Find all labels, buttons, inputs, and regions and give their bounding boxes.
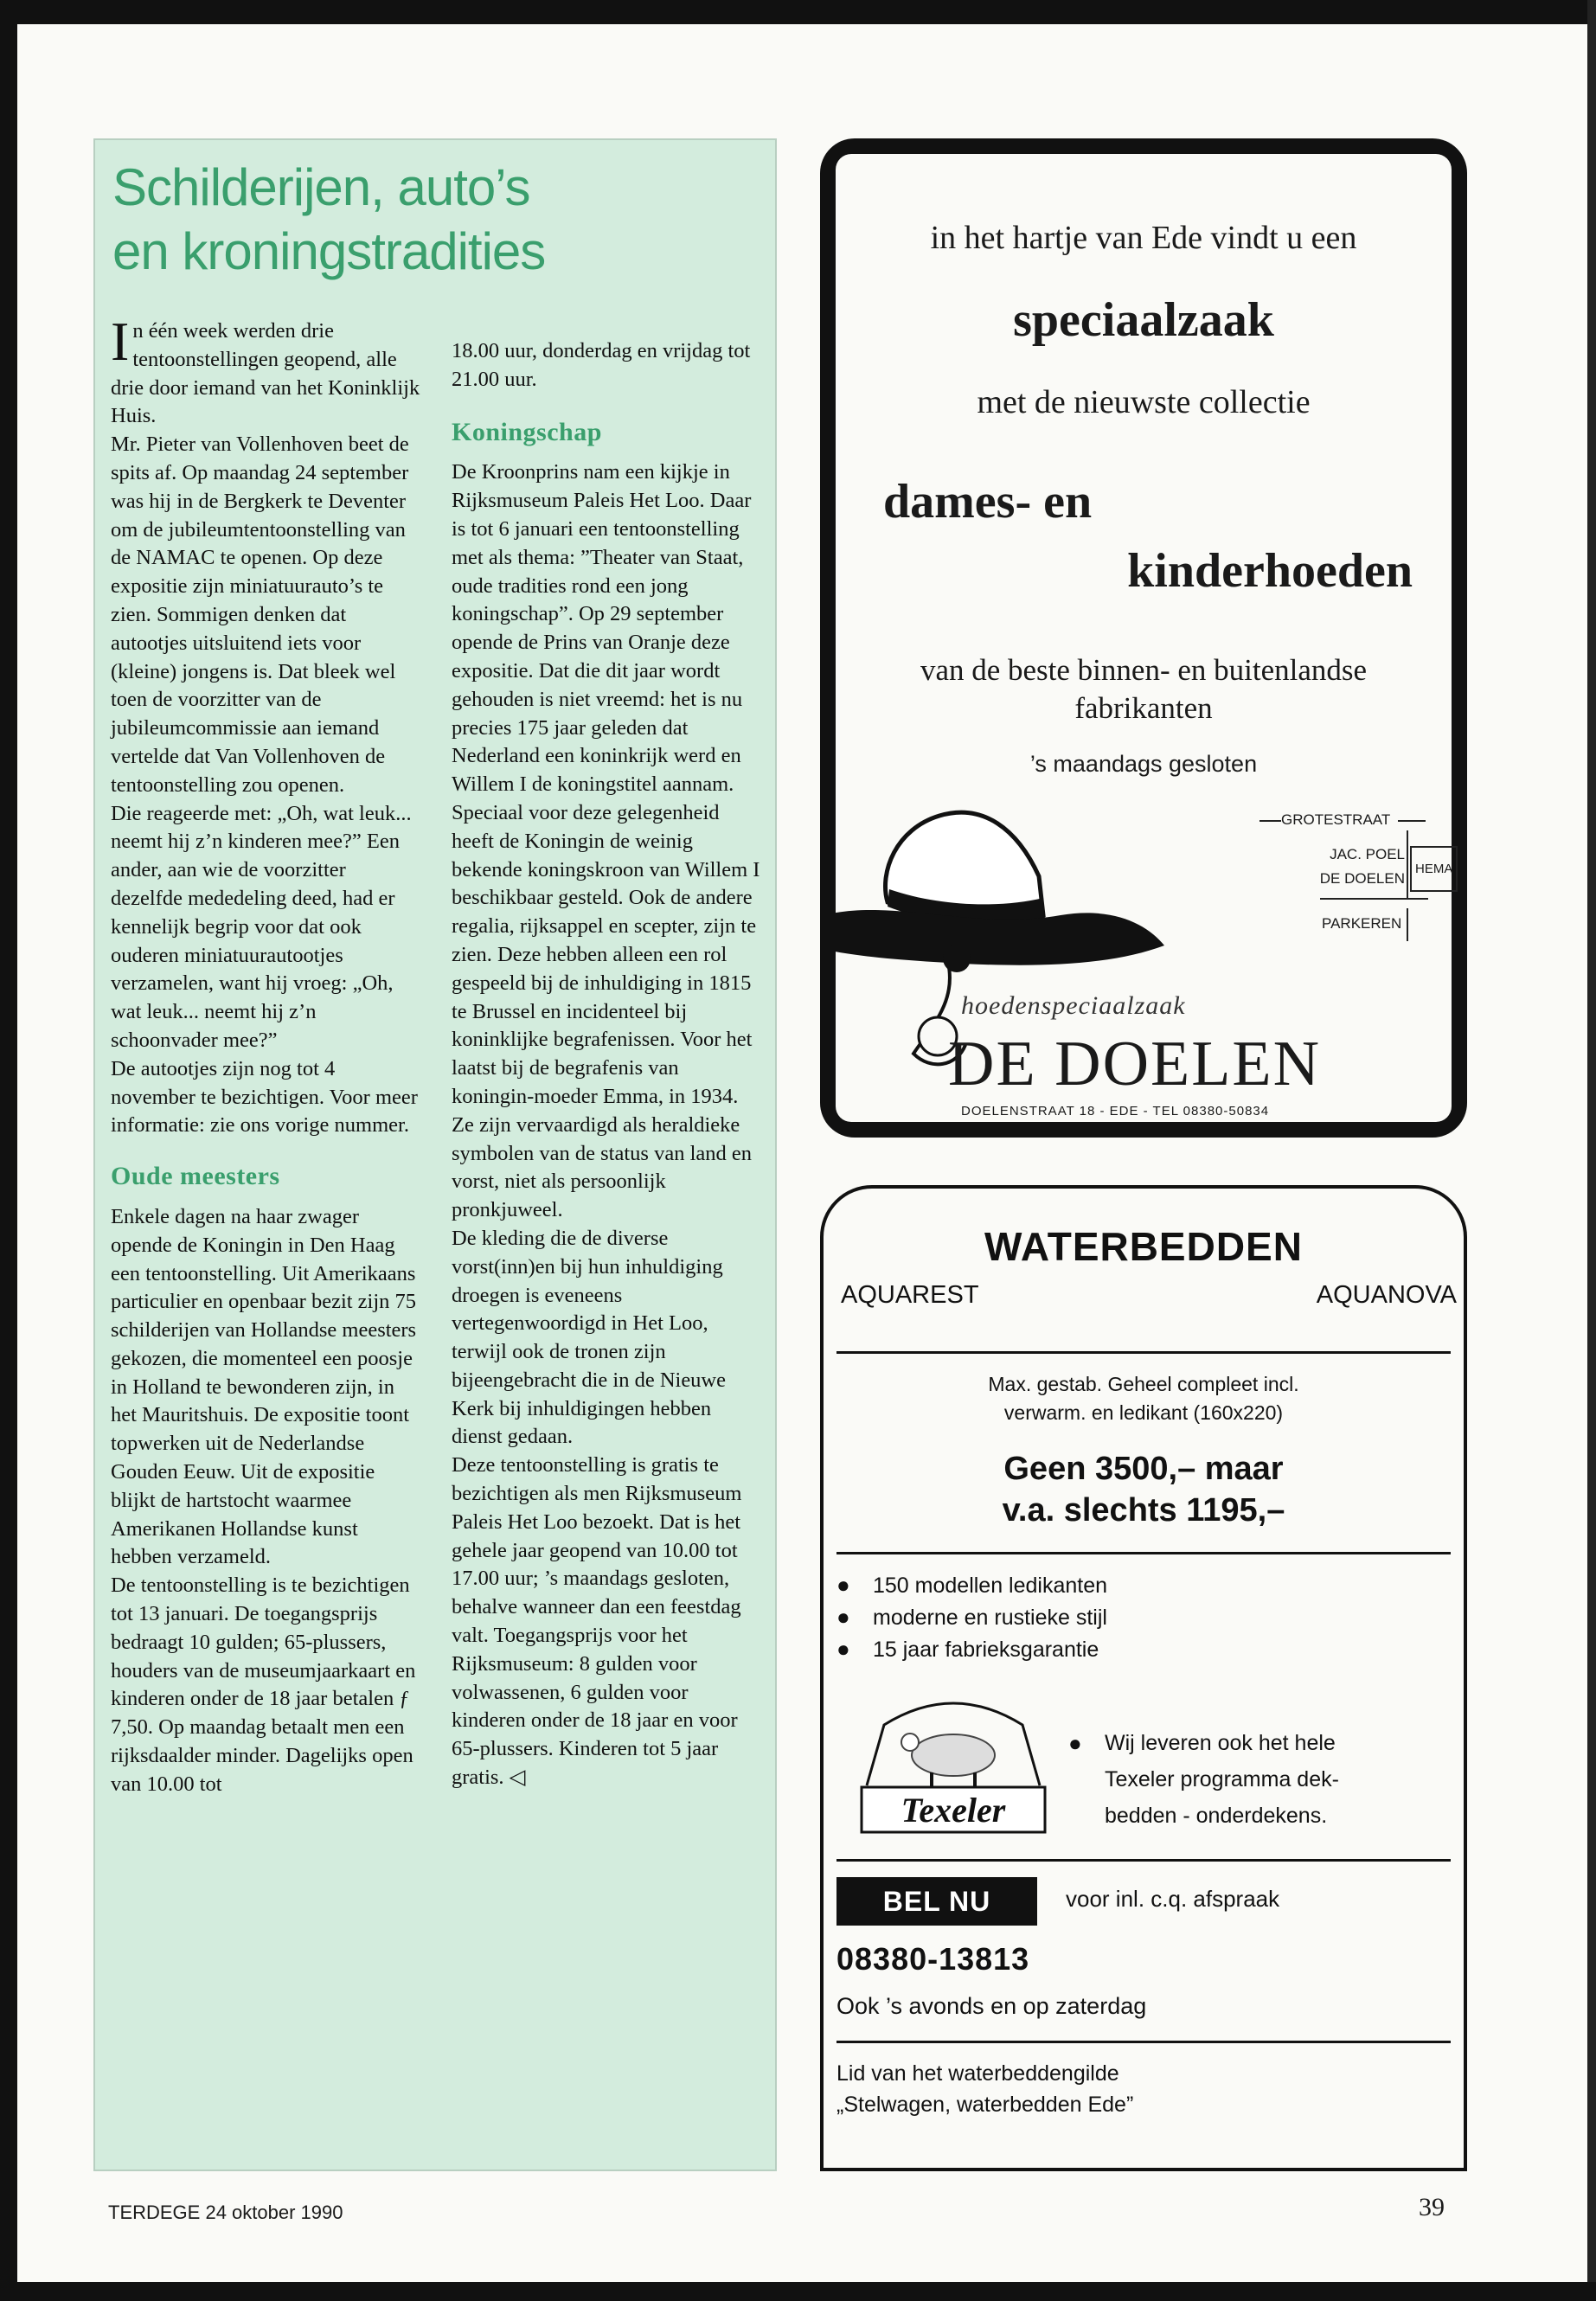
title-line-1: Schilderijen, auto’s (112, 158, 530, 216)
price-offer (824, 1448, 1464, 1531)
map-line (1398, 820, 1426, 822)
map-jac-poel: JAC. POEL (1330, 846, 1405, 862)
guild-membership (836, 2058, 1133, 2120)
brand-de-doelen: DE DOELEN (948, 1029, 1322, 1099)
appointment-note: voor inl. c.q. afspraak (1066, 1886, 1280, 1912)
location-map (1199, 811, 1453, 941)
texeler-logo (858, 1690, 1048, 1837)
list-item: ● moderne en rustieke stijl (836, 1601, 1107, 1633)
guild-line: „Stelwagen, waterbedden Ede” (836, 2093, 1134, 2117)
map-street-label: GROTESTRAAT (1281, 811, 1391, 828)
list-item: ● 150 modellen ledikanten (836, 1569, 1107, 1601)
paragraph: Enkele dagen na haar zwager opende de Koningin in Den Haag een tentoonstelling. Uit Amerikaans particulier en openbaar bezit zijn 75 schilderijen van Hollandse meesters gekozen, die momenteel een poosje in Holland te bewonderen zijn, in het Mauritshuis. De expositie toont topwerken uit de Nederlandse Gouden Eeuw. Uit de expositie blijkt de hartstocht waarmee Amerikanen Hollandse kunst hebben verzameld. (111, 1204, 417, 1569)
texeler-logo-text: Texeler (901, 1791, 1006, 1830)
product-spec (824, 1370, 1464, 1427)
subhead-oude-meesters: Oude meesters (111, 1162, 280, 1191)
page-border-left (0, 0, 17, 2301)
shop-type-script: hoedenspeciaalzaak (961, 991, 1186, 1020)
ad-line: van de beste binnen- en buitenlandse fabrikanten (920, 653, 1368, 725)
divider (836, 1552, 1451, 1554)
map-line (1407, 908, 1408, 941)
ad-de-doelen-inner (836, 154, 1452, 1122)
price-line: v.a. slechts 1195,– (1002, 1492, 1285, 1529)
note-line: Wij leveren ook het hele (1105, 1731, 1336, 1755)
paragraph: De Kroonprins nam een kijkje in Rijksmuseum Paleis Het Loo. Daar is tot 6 januari een tentoonstelling met als thema: ”Theater van Staat, oude tradities rond een jong koningschap”. Op 29 september opende de Prins van Oranje deze expositie. Dat die dit jaar wordt gehouden is niet vreemd: het is nu precies 175 jaar geleden dat Nederland een koninkrijk werd en Willem I de koningstitel aannam. (452, 460, 752, 797)
paragraph: Mr. Pieter van Vollenhoven beet de spits af. Op maandag 24 september was hij in de Bergkerk te Deventer om de jubileumtentoonstelling van de NAMAC te openen. Op deze expositie zijn miniatuurauto’s te zien. Sommigen denken dat autootjes uitsluitend iets voor (kleine) jongens is. Dat bleek wel toen de voorzitter van de jubileumcommissie aan iemand vertelde dat Van Vollenhoven de tentoonstelling zou openen. (111, 433, 409, 797)
ad-de-doelen (820, 138, 1467, 1138)
article-column-1 (111, 311, 422, 1799)
paragraph: De tentoonstelling is te bezichtigen tot 13 januari. De toegangsprijs bedraagt 10 gulden; 65-plussers, houders van de museumjaarkaart en kinderen onder de 18 jaar betalen ƒ 7,50. Op maandag betaalt men een rijksdaalder minder. Dagelijks open van 10.00 tot (111, 1574, 416, 1796)
spec-line: Max. gestab. Geheel compleet incl. (988, 1373, 1299, 1395)
note-line: bedden - onderdekens. (1105, 1804, 1328, 1828)
shop-address: DOELENSTRAAT 18 - EDE - TEL 08380-50834 (961, 1104, 1270, 1118)
divider (836, 1351, 1451, 1354)
texeler-note (1068, 1725, 1339, 1834)
ad-waterbedden (820, 1185, 1467, 2171)
paragraph: De autootjes zijn nog tot 4 november te bezichtigen. Voor meer informatie: zie ons vorige nummer. (111, 1056, 418, 1138)
ad-opening-note: ’s maandags gesloten (1029, 751, 1258, 777)
bel-nu-banner: BEL NU (836, 1877, 1037, 1926)
paragraph-text: n één week werden drie tentoonstellingen geopend, alle drie door iemand van het Koninklijk Huis. (111, 319, 420, 428)
ad-heading: WATERBEDDEN (984, 1224, 1303, 1269)
footer-publication: TERDEGE 24 oktober 1990 (108, 2202, 343, 2223)
map-hema-label: HEMA (1410, 846, 1458, 892)
note-line: Texeler programma dek- (1105, 1767, 1339, 1791)
list-item: ● 15 jaar fabrieksgarantie (836, 1633, 1107, 1665)
article-column-2 (452, 337, 763, 1792)
ad-headline-speciaalzaak: speciaalzaak (1013, 293, 1274, 347)
price-line: Geen 3500,– maar (1003, 1451, 1284, 1487)
paragraph (111, 311, 422, 431)
page-number: 39 (1419, 2193, 1445, 2221)
guild-line: Lid van het waterbeddengilde (836, 2061, 1119, 2086)
divider (836, 2041, 1451, 2043)
feature-list (836, 1569, 1107, 1665)
paragraph: De kleding die de diverse vorst(inn)en bij hun inhuldiging droegen is eveneens vertegenwoordigd in Het Loo, terwijl ook de tronen zijn bijeengebracht die in de Nieuwe Kerk bij inhuldigingen hebben dienst gedaan. (452, 1226, 727, 1449)
paragraph: Deze tentoonstelling is gratis te bezichtigen als men Rijksmuseum Paleis Het Loo bezoekt. Dat is het gehele jaar geopend van 10.00 tot 17.00 uur; ’s maandags gesloten, behalve wanneer dan een feestdag valt. Toegangsprijs voor het Rijksmuseum: 8 gulden voor volwassenen, 6 gulden voor kinderen onder de 18 jaar en voor 65-plussers. Kinderen tot 5 jaar gratis. ◁ (452, 1453, 742, 1790)
article-title (112, 156, 770, 284)
opening-note: Ook ’s avonds en op zaterdag (836, 1993, 1147, 2019)
map-line (1259, 820, 1281, 822)
paragraph: Speciaal voor deze gelegenheid heeft de Koningin de weinig bekende koningskroon van Willem I beschikbaar gesteld. Ook de andere regalia, rijksappel en scepter, zijn te zien. Deze hebben alleen een rol gespeeld bij de inhuldiging in 1815 te Brussel en incidenteel bij koninklijke begrafenissen. Voor het laatst bij de begrafenis van koningin-moeder Emma, in 1934. Ze zijn vervaardigd als heraldieke symbolen van de status van land en vorst, niet als persoonlijk pronkjuweel. (452, 800, 760, 1222)
ad-line: met de nieuwste collectie (977, 384, 1311, 420)
ad-line: in het hartje van Ede vindt u een (930, 220, 1357, 256)
ad-headline-dames: dames- en (883, 475, 1093, 529)
subhead-koningschap: Koningschap (452, 417, 602, 446)
map-line (1407, 830, 1408, 900)
brand-aquarest: AQUAREST (841, 1281, 979, 1309)
paragraph: 18.00 uur, donderdag en vrijdag tot 21.00 uur. (452, 339, 751, 391)
ad-headline-kinderhoeden: kinderhoeden (1127, 544, 1413, 598)
map-parkeren-label: PARKEREN (1322, 915, 1402, 932)
page-border-right (1587, 0, 1596, 2301)
page-border-bottom (0, 2282, 1596, 2301)
title-line-2: en kroningstradities (112, 222, 546, 280)
paragraph: Die reageerde met: „Oh, wat leuk... neemt hij z’n kinderen mee?” Een ander, aan wie de voorzitter dezelfde mededeling deed, had er kennelijk begrip voor dat ook ouderen miniatuurautootjes verzamelen, want hij vroeg: „Oh, wat leuk... neemt hij z’n schoonvader mee?” (111, 801, 412, 1052)
map-line (1320, 898, 1428, 900)
map-shop-label (1301, 843, 1405, 891)
phone-number: 08380-13813 (836, 1941, 1030, 1977)
page-border-top (0, 0, 1596, 24)
bullet-icon: ● (1068, 1730, 1082, 1756)
drop-cap: I (111, 311, 130, 372)
brand-aquanova: AQUANOVA (1316, 1281, 1457, 1309)
spec-line: verwarm. en ledikant (160x220) (1003, 1401, 1284, 1424)
article-box (93, 138, 777, 2171)
map-de-doelen: DE DOELEN (1319, 870, 1405, 887)
divider (836, 1859, 1451, 1862)
